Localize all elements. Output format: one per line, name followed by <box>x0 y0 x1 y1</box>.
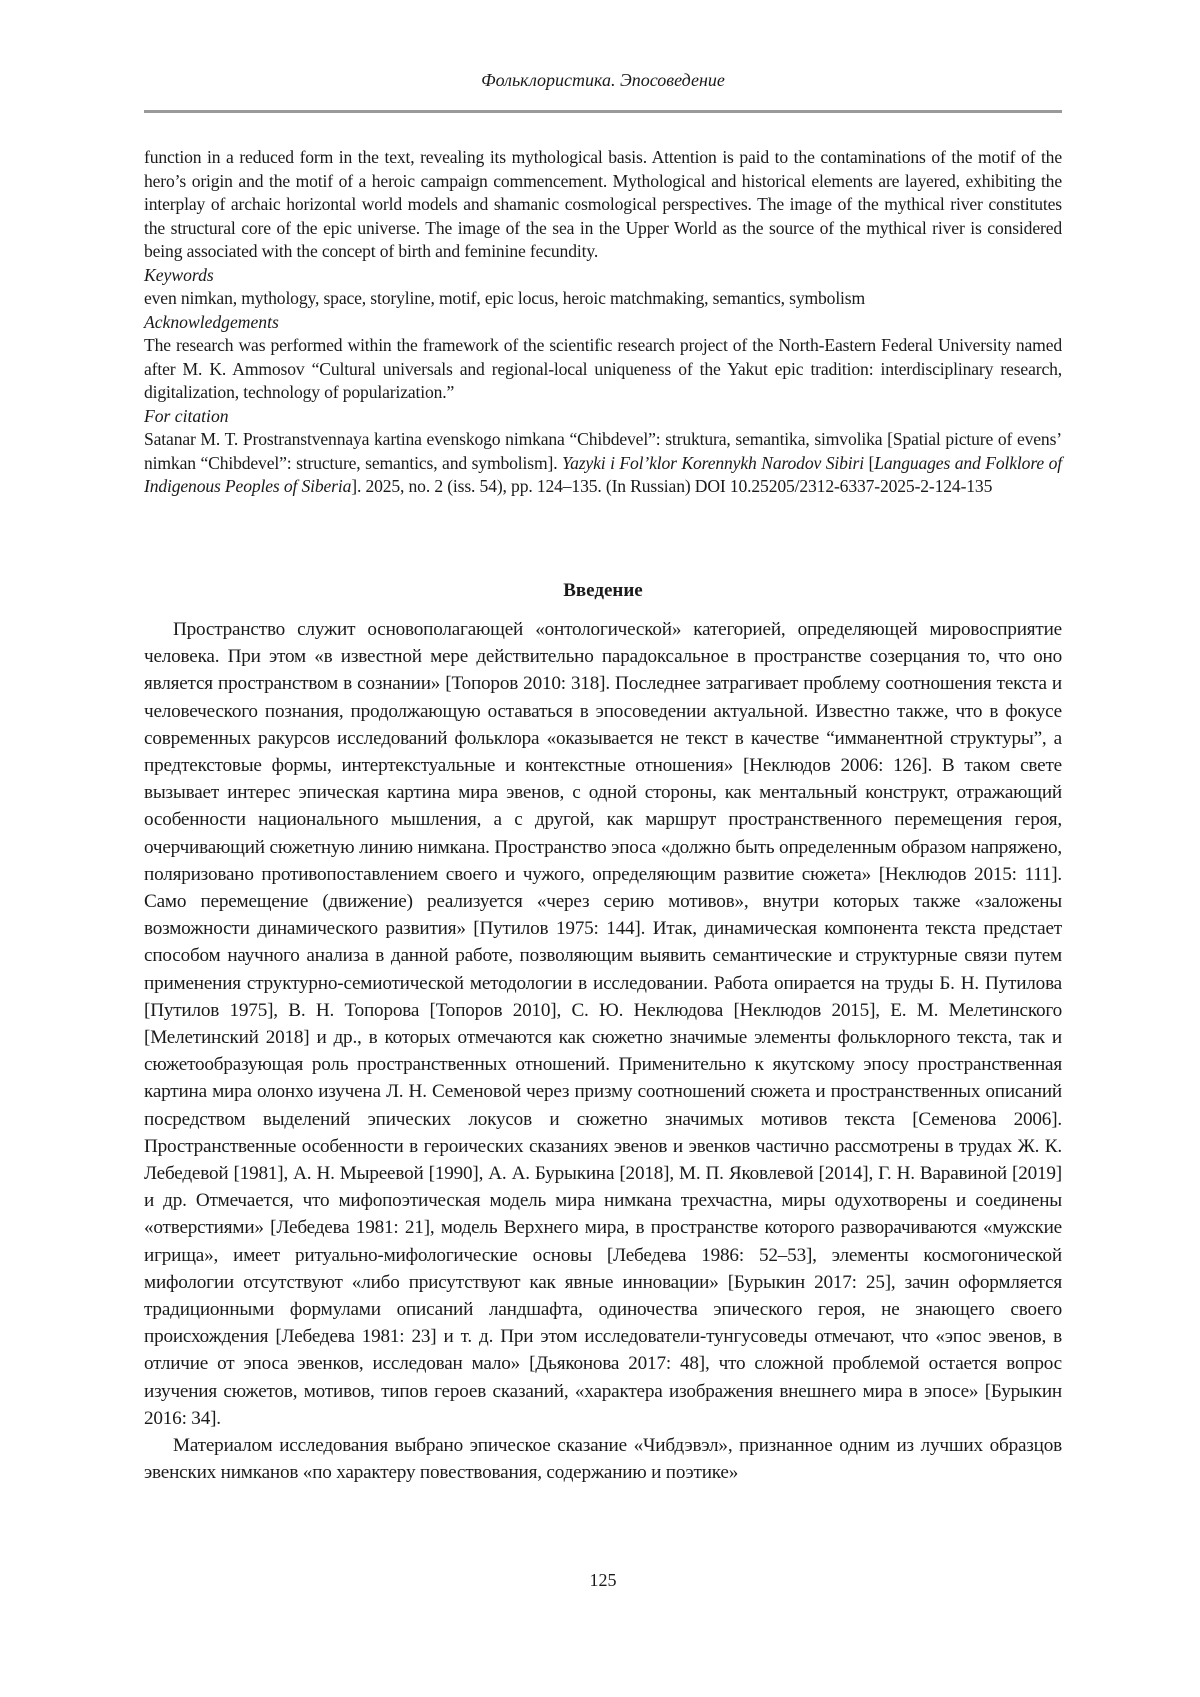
abstract-block <box>144 146 1062 499</box>
page-number: 125 <box>589 1570 617 1590</box>
header-rule <box>144 110 1062 113</box>
body-paragraph-1: Пространство служит основополагающей «онтологической» категорией, определяющей мировосприятие человека. При этом «в известной мере действительно парадоксальное в пространстве созерцания то, что оно является пространством в сознании» [Топоров 2010: 318]. Последнее затрагивает проблему соотношения текста и человеческого познания, продолжающую оставаться в эпосоведении актуальной. Известно также, что в фокусе современных ракурсов исследований фольклора «оказывается не текст в качестве “имманентной структуры”, а предтекстовые формы, интертекстуальные и контекстные отношения» [Неклюдов 2006: 126]. В таком свете вызывает интерес эпическая картина мира эвенов, с одной стороны, как ментальный конструкт, отражающий особенности национального мышления, а с другой, как маршрут пространственного перемещения героя, очерчивающий сюжетную линию нимкана. Пространство эпоса «должно быть определенным образом напряжено, поляризовано противопоставлением своего и чужого, определяющим развитие сюжета» [Неклюдов 2015: 111]. Само перемещение (движение) реализуется «через серию мотивов», внутри которых также «заложены возможности динамического развития» [Путилов 1975: 144]. Итак, динамическая компонента текста предстает способом научного анализа в данной работе, позволяющим выявить семантические и структурные связи путем применения структурно-семиотической методологии в исследовании. Работа опирается на труды Б. Н. Путилова [Путилов 1975], В. Н. Топорова [Топоров 2010], С. Ю. Неклюдова [Неклюдов 2015], Е. М. Мелетинского [Мелетинский 2018] и др., в которых отмечаются как сюжетно значимые элементы фольклорного текста, так и сюжетообразующая роль пространственных отношений. Применительно к якутскому эпосу пространственная картина мира олонхо изучена Л. Н. Семеновой через призму соотношений сюжета и пространственных описаний посредством выделений эпических локусов и сюжетно значимых мотивов текста [Семенова 2006]. Пространственные особенности в героических сказаниях эвенов и эвенков частично рассмотрены в трудах Ж. К. Лебедевой [1981], А. Н. Мыреевой [1990], А. А. Бурыкина [2018], М. П. Яковлевой [2014], Г. Н. Варавиной [2019] и др. Отмечается, что мифопоэтическая модель мира нимкана трехчастна, миры одухотворены и соединены «отверстиями» [Лебедева 1981: 21], модель Верхнего мира, в пространстве которого разворачиваются «мужские игрища», имеет ритуально-мифологические основы [Лебедева 1986: 52–53], элементы космогонической мифологии отсутствуют «либо присутствуют как явные инновации» [Бурыкин 2017: 25], зачин оформляется традиционными формулами описаний ландшафта, одиночества эпического героя, не знающего своего происхождения [Лебедева 1981: 23] и т. д. При этом исследователи-тунгусоведы отмечают, что «эпос эвенов, в отличие от эпоса эвенков, исследован мало» [Дьяконова 2017: 48], что сложной проблемой остается вопрос изучения сюжетов, мотивов, типов героев сказаний, «характера изображения внешнего мира в эпосе» [Бурыкин 2016: 34]. <box>144 619 1062 1429</box>
keywords-label: Keywords <box>144 264 214 285</box>
body-text <box>144 616 1062 1487</box>
running-head: Фольклористика. Эпосоведение <box>481 70 725 90</box>
citation-text <box>144 428 1062 499</box>
acknowledgements-text: The research was performed within the framework of the scientific research project of the North-Eastern Federal University named after M. K. Ammosov “Cultural universals and regional-local uniqueness of the Yakut epic tradition: interdisciplinary research, digitalization, technology of popularization.” <box>144 335 1062 402</box>
citation-bracket-open: [ <box>868 452 875 473</box>
citation-journal-en: Languages and Folklore of Indigenous Peoples of Siberia <box>144 452 1063 496</box>
body-paragraph-2: Материалом исследования выбрано эпическое сказание «Чибдэвэл», признанное одним из лучших образцов эвенских нимканов «по характеру повествования, содержанию и поэтике» <box>144 1435 1062 1484</box>
keywords-text: even nimkan, mythology, space, storyline, motif, epic locus, heroic matchmaking, semantics, symbolism <box>144 288 866 308</box>
citation-part-3: ]. 2025, no. 2 (iss. 54), pp. 124–135. (In Russian) DOI 10.25205/2312-6337-2025-2-124-135 <box>351 476 993 496</box>
citation-part-1: Satanar M. T. Prostranstvennaya kartina evenskogo nimkana “Chibdevel”: struktura, semantika, simvolika [Spatial picture of evens’ nimkan “Chibdevel”: structure, semantics, and symbolism]. <box>144 429 1062 473</box>
citation-journal: Yazyki i Fol’klor Korennykh Narodov Sibiri <box>562 452 864 473</box>
citation-label: For citation <box>144 405 229 426</box>
section-title: Введение <box>563 580 643 601</box>
abstract-tail: function in a reduced form in the text, revealing its mythological basis. Attention is paid to the contaminations of the motif of the hero’s origin and the motif of a heroic campaign commencement. Mythological and historical elements are layered, exhibiting the interplay of archaic horizontal world models and shamanic cosmological perspectives. The image of the mythical river constitutes the structural core of the epic universe. The image of the sea in the Upper World as the source of the mythical river is considered being associated with the concept of birth and feminine fecundity. <box>144 147 1062 261</box>
acknowledgements-label: Acknowledgements <box>144 311 279 332</box>
